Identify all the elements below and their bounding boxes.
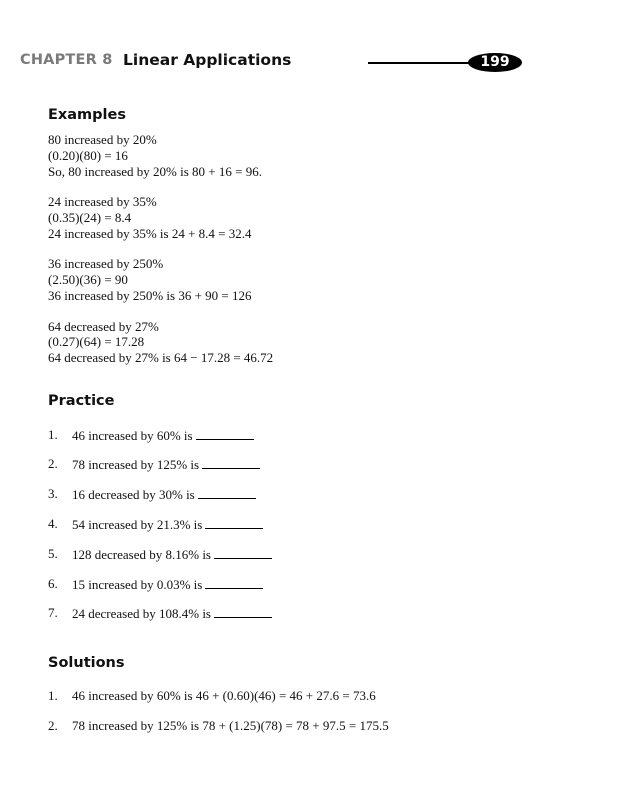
- item-number: 5.: [48, 546, 58, 561]
- chapter-label: CHAPTER 8: [20, 52, 113, 68]
- page-number-badge: 199: [468, 53, 522, 72]
- header-rule: [368, 62, 478, 64]
- example-line: (0.27)(64) = 17.28: [48, 334, 145, 349]
- example-line: 36 increased by 250% is 36 + 90 = 126: [48, 288, 252, 303]
- item-text: 46 increased by 60% is: [72, 428, 193, 443]
- item-text: 16 decreased by 30% is: [72, 487, 195, 502]
- answer-blank[interactable]: [202, 456, 260, 469]
- answer-blank[interactable]: [205, 516, 263, 529]
- item-text: 78 increased by 125% is: [72, 457, 200, 472]
- item-text: 46 increased by 60% is 46 + (0.60)(46) = 46 + 27.6 = 73.6: [72, 688, 376, 703]
- item-number: 1.: [48, 688, 58, 703]
- item-number: 1.: [48, 427, 58, 442]
- item-text: 24 decreased by 108.4% is: [72, 606, 211, 621]
- examples-heading: Examples: [48, 107, 126, 123]
- example-line: (0.20)(80) = 16: [48, 148, 128, 163]
- practice-heading: Practice: [48, 393, 115, 409]
- example-line: 36 increased by 250%: [48, 256, 164, 271]
- answer-blank[interactable]: [214, 605, 272, 618]
- item-text: 128 decreased by 8.16% is: [72, 547, 211, 562]
- item-text: 54 increased by 21.3% is: [72, 517, 203, 532]
- item-number: 2.: [48, 456, 58, 471]
- item-text: 78 increased by 125% is 78 + (1.25)(78) = 78 + 97.5 = 175.5: [72, 718, 389, 733]
- example-line: 64 decreased by 27% is 64 − 17.28 = 46.72: [48, 350, 274, 365]
- example-line: 64 decreased by 27%: [48, 319, 159, 334]
- page-header: [20, 51, 530, 75]
- answer-blank[interactable]: [196, 427, 254, 440]
- item-text: 15 increased by 0.03% is: [72, 577, 203, 592]
- item-number: 4.: [48, 516, 58, 531]
- example-line: (0.35)(24) = 8.4: [48, 210, 132, 225]
- item-number: 6.: [48, 576, 58, 591]
- item-number: 7.: [48, 605, 58, 620]
- answer-blank[interactable]: [214, 546, 272, 559]
- example-line: 24 increased by 35% is 24 + 8.4 = 32.4: [48, 226, 252, 241]
- solutions-heading: Solutions: [48, 655, 125, 671]
- example-line: So, 80 increased by 20% is 80 + 16 = 96.: [48, 164, 262, 179]
- item-number: 3.: [48, 486, 58, 501]
- answer-blank[interactable]: [198, 486, 256, 499]
- example-line: 80 increased by 20%: [48, 132, 157, 147]
- item-number: 2.: [48, 718, 58, 733]
- example-line: 24 increased by 35%: [48, 194, 157, 209]
- example-line: (2.50)(36) = 90: [48, 272, 128, 287]
- chapter-title: Linear Applications: [123, 51, 292, 69]
- answer-blank[interactable]: [205, 576, 263, 589]
